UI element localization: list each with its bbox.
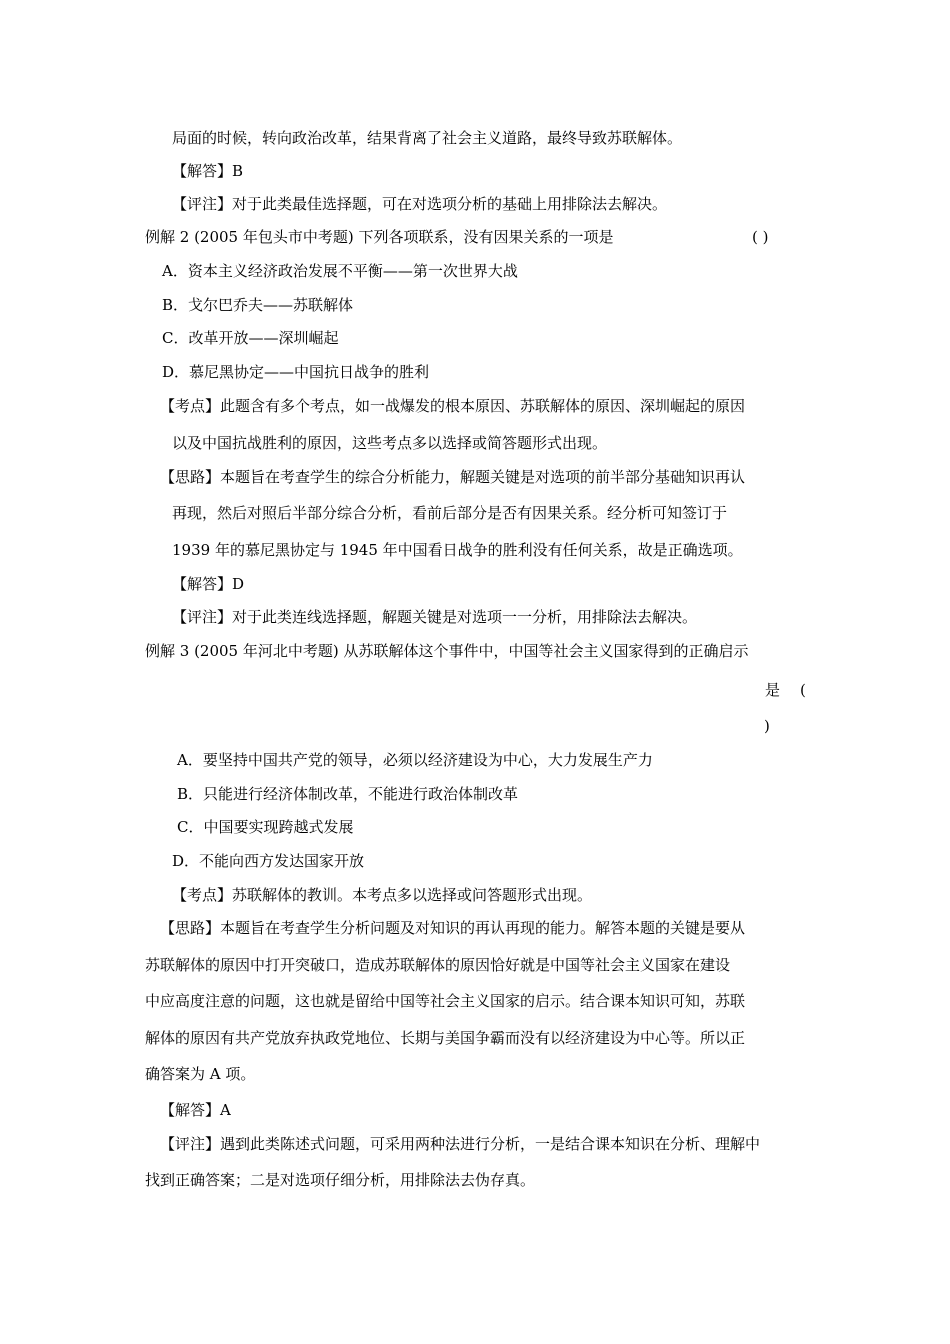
example2-answer-bracket: ( )	[752, 228, 769, 246]
example3-comment-line2: 找到正确答案；二是对选项仔细分析，用排除法去伪存真。	[145, 1171, 536, 1189]
example3-option-d: D．不能向西方发达国家开放	[172, 852, 365, 870]
example3-bracket-open: (	[800, 681, 806, 699]
example2-question: 例解 2 (2005 年包头市中考题) 下列各项联系，没有因果关系的一项是	[145, 228, 614, 246]
example3-option-c: C．中国要实现跨越式发展	[177, 818, 354, 836]
example2-option-d: D．慕尼黑协定——中国抗日战争的胜利	[162, 363, 430, 381]
example2-silu-line3: 1939 年的慕尼黑协定与 1945 年中国看日战争的胜利没有任何关系，故是正确选项。	[172, 541, 743, 559]
example3-silu-line5: 确答案为 A 项。	[145, 1065, 256, 1083]
example3-question: 例解 3 (2005 年河北中考题) 从苏联解体这个事件中，中国等社会主义国家得到的正确启示	[145, 642, 749, 660]
example1-answer: 【解答】B	[172, 162, 244, 180]
example2-option-a: A．资本主义经济政治发展不平衡——第一次世界大战	[162, 262, 518, 280]
example3-silu-line3: 中应高度注意的问题，这也就是留给中国等社会主义国家的启示。结合课本知识可知，苏联	[145, 992, 746, 1010]
example2-option-c: C．改革开放——深圳崛起	[162, 329, 339, 347]
example2-answer: 【解答】D	[172, 575, 245, 593]
example2-comment: 【评注】对于此类连线选择题，解题关键是对选项一一分析，用排除法去解决。	[172, 608, 698, 626]
example3-silu-line2: 苏联解体的原因中打开突破口，造成苏联解体的原因恰好就是中国等社会主义国家在建设	[145, 956, 731, 974]
example3-bracket-close: )	[764, 717, 770, 735]
example3-kaodian: 【考点】苏联解体的教训。本考点多以选择或问答题形式出现。	[172, 886, 593, 904]
example2-silu-line2: 再现，然后对照后半部分综合分析，看前后部分是否有因果关系。经分析可知签订于	[172, 504, 728, 522]
example3-option-a: A．要坚持中国共产党的领导，必须以经济建设为中心，大力发展生产力	[177, 751, 653, 769]
example3-silu-line1: 【思路】本题旨在考查学生分析问题及对知识的再认再现的能力。解答本题的关键是要从	[160, 919, 746, 937]
example3-comment-line1: 【评注】遇到此类陈述式问题，可采用两种法进行分析，一是结合课本知识在分析、理解中	[160, 1135, 761, 1153]
example1-comment: 【评注】对于此类最佳选择题，可在对选项分析的基础上用排除法去解决。	[172, 195, 668, 213]
example3-silu-line4: 解体的原因有共产党放弃执政党地位、长期与美国争霸而没有以经济建设为中心等。所以正	[145, 1029, 746, 1047]
example3-question-cont: 是	[765, 681, 781, 699]
example2-kaodian-line2: 以及中国抗战胜利的原因，这些考点多以选择或简答题形式出现。	[172, 434, 608, 452]
example2-option-b: B．戈尔巴乔夫——苏联解体	[162, 296, 354, 314]
example2-kaodian-line1: 【考点】此题含有多个考点，如一战爆发的根本原因、苏联解体的原因、深圳崛起的原因	[160, 397, 746, 415]
example2-silu-line1: 【思路】本题旨在考查学生的综合分析能力，解题关键是对选项的前半部分基础知识再认	[160, 468, 746, 486]
example1-text-line: 局面的时候，转向政治改革，结果背离了社会主义道路，最终导致苏联解体。	[172, 129, 683, 147]
example3-answer: 【解答】A	[160, 1101, 231, 1119]
example3-option-b: B．只能进行经济体制改革，不能进行政治体制改革	[177, 785, 519, 803]
